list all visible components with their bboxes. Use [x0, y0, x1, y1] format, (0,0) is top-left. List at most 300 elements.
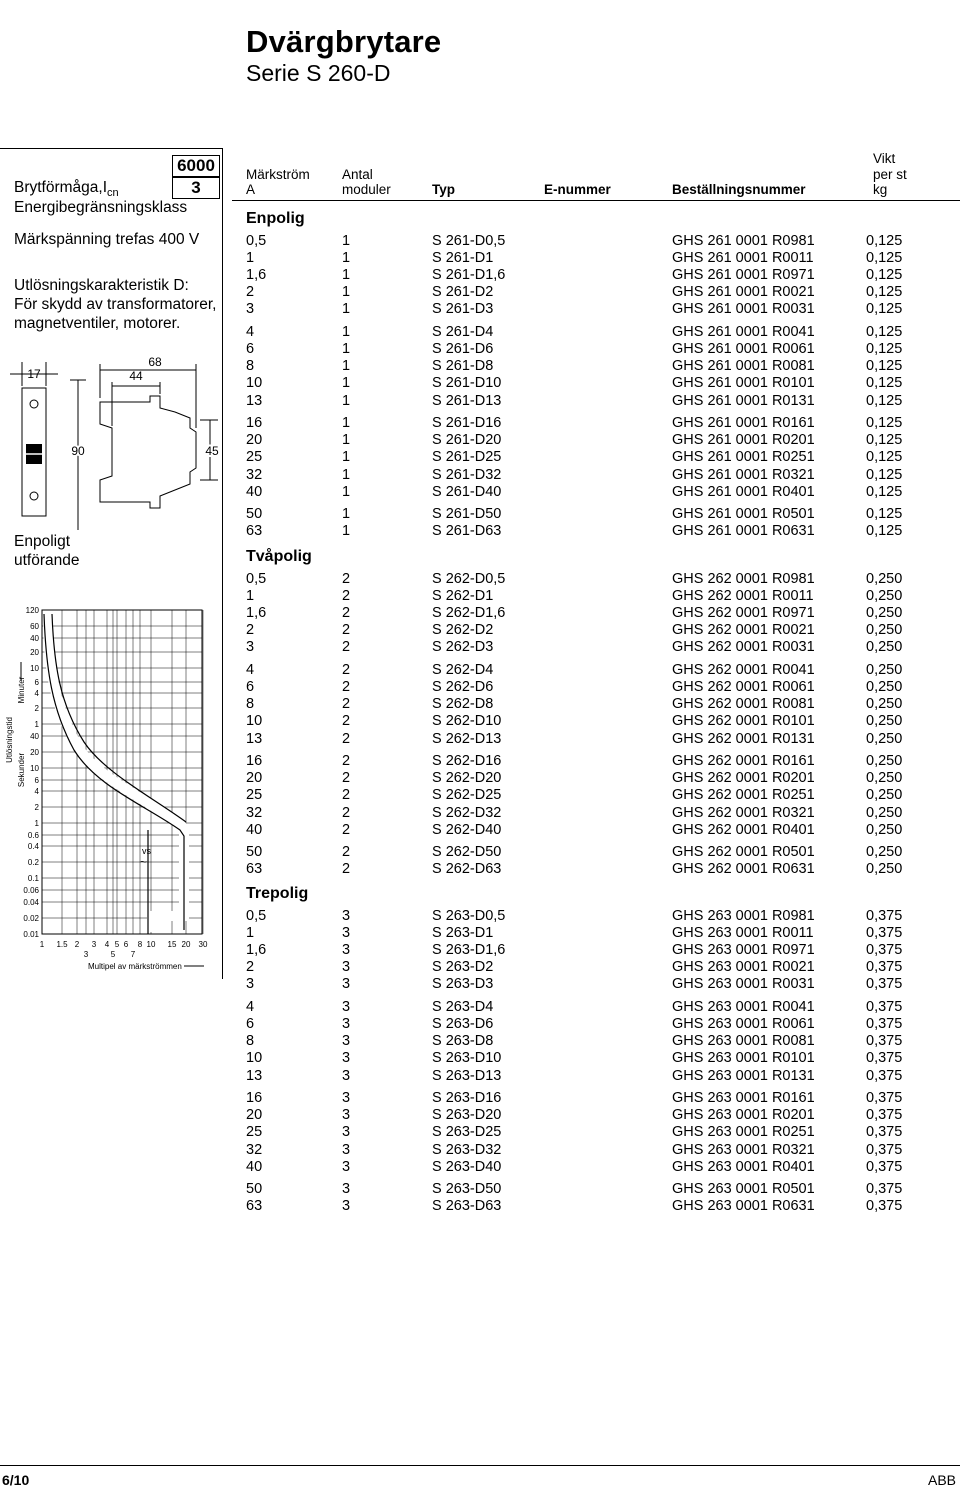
table-row: [246, 431, 946, 449]
cell-weight: 0,250: [866, 605, 903, 622]
energy-class-label: Energibegränsningsklass: [14, 199, 188, 216]
table-row: [246, 638, 946, 656]
cell-type: S 262-D40: [432, 821, 502, 838]
cell-weight: 0,125: [866, 358, 903, 375]
cell-modules: 1: [342, 449, 351, 466]
cell-weight: 0,375: [866, 959, 903, 976]
cell-type: S 263-D20: [432, 1107, 502, 1124]
cell-rated-current: 1: [246, 250, 255, 267]
table-row: [246, 1123, 946, 1141]
table-row: [246, 924, 946, 942]
characteristic-line-1: Utlösningskarakteristik D:: [14, 277, 189, 294]
cell-modules: 1: [342, 506, 351, 523]
cell-weight: 0,375: [866, 1067, 903, 1084]
cell-weight: 0,375: [866, 942, 903, 959]
cell-order-number: GHS 261 0001 R0971: [672, 267, 815, 284]
x-tick-label: 3: [83, 950, 89, 959]
table-row: [246, 998, 946, 1016]
cell-type: S 263-D40: [432, 1158, 502, 1175]
x-axis-label: Multipel av märkströmmen: [88, 962, 182, 971]
cell-rated-current: 0,5: [246, 233, 267, 249]
cell-order-number: GHS 263 0001 R0401: [672, 1158, 815, 1175]
cell-weight: 0,375: [866, 1107, 903, 1124]
cell-type: S 262-D2: [432, 622, 494, 639]
y-tick-label: 40: [30, 732, 39, 741]
cell-type: S 262-D13: [432, 730, 502, 747]
cell-modules: 1: [342, 415, 351, 432]
table-row: [246, 712, 946, 730]
cell-modules: 3: [342, 925, 351, 942]
x-tick-label: 1.5: [56, 940, 68, 949]
cell-order-number: GHS 263 0001 R0041: [672, 999, 815, 1016]
cell-type: S 262-D1,6: [432, 605, 506, 622]
section-title: Tvåpolig: [246, 548, 312, 565]
cell-rated-current: 50: [246, 506, 263, 523]
cell-order-number: GHS 262 0001 R0161: [672, 753, 815, 770]
cell-modules: 3: [342, 1050, 351, 1067]
cell-order-number: GHS 261 0001 R0131: [672, 392, 815, 409]
cell-weight: 0,125: [866, 506, 903, 523]
cell-rated-current: 4: [246, 662, 255, 679]
table-row: [246, 1141, 946, 1159]
cell-rated-current: 3: [246, 301, 255, 318]
cell-modules: 1: [342, 375, 351, 392]
cell-weight: 0,375: [866, 1016, 903, 1033]
cell-order-number: GHS 262 0001 R0631: [672, 861, 815, 878]
cell-rated-current: 3: [246, 976, 255, 993]
y-tick-label: 0.4: [27, 842, 39, 851]
cell-modules: 2: [342, 713, 351, 730]
curve-band-fill: [48, 614, 184, 932]
energy-class-box: 3: [172, 177, 220, 199]
table-row: [246, 678, 946, 696]
y-tick-label: 0.04: [23, 898, 39, 907]
cell-modules: 3: [342, 1198, 351, 1215]
y-tick-label: 0.01: [23, 930, 39, 939]
cell-order-number: GHS 261 0001 R0161: [672, 415, 815, 432]
table-row: [246, 769, 946, 787]
cell-modules: 2: [342, 679, 351, 696]
characteristic-line-3: magnetventiler, motorer.: [14, 315, 181, 332]
x-tick-label: 4: [104, 940, 110, 949]
table-row: [246, 414, 946, 432]
cell-type: S 263-D1: [432, 925, 494, 942]
cell-rated-current: 6: [246, 1016, 255, 1033]
y-tick-label: 20: [30, 748, 39, 757]
cell-order-number: GHS 261 0001 R0401: [672, 483, 815, 500]
cell-order-number: GHS 261 0001 R0061: [672, 341, 815, 358]
cell-type: S 261-D13: [432, 392, 502, 409]
cell-type: S 262-D16: [432, 753, 502, 770]
table-row: [246, 587, 946, 605]
cell-type: S 261-D0,5: [432, 233, 506, 249]
cell-rated-current: 40: [246, 483, 263, 500]
x-tick-label: 7: [130, 950, 136, 959]
cell-type: S 261-D3: [432, 301, 494, 318]
cell-modules: 3: [342, 1141, 351, 1158]
cell-order-number: GHS 261 0001 R0501: [672, 506, 815, 523]
y-minutes-label: Minuter: [17, 676, 26, 704]
y-tick-label: 0.2: [27, 858, 39, 867]
cell-modules: 2: [342, 753, 351, 770]
cell-order-number: GHS 262 0001 R0201: [672, 770, 815, 787]
y-tick-label: 0.6: [27, 831, 39, 840]
page-title: Dvärgbrytare: [246, 24, 442, 59]
cell-modules: 2: [342, 730, 351, 747]
cell-modules: 2: [342, 639, 351, 656]
y-tick-label: 2: [34, 803, 39, 812]
cell-rated-current: 63: [246, 1198, 263, 1215]
cell-order-number: GHS 262 0001 R0011: [672, 588, 814, 605]
table-row: [246, 941, 946, 959]
cell-rated-current: 1,6: [246, 942, 267, 959]
front-screw-top: [30, 400, 38, 408]
cell-weight: 0,125: [866, 375, 903, 392]
front-screw-bottom: [30, 492, 38, 500]
x-tick-label: 30: [198, 940, 208, 949]
cell-weight: 0,125: [866, 449, 903, 466]
cell-rated-current: 13: [246, 730, 263, 747]
cell-modules: 2: [342, 696, 351, 713]
cell-weight: 0,125: [866, 324, 903, 341]
cell-modules: 3: [342, 908, 351, 924]
table-row: [246, 821, 946, 839]
table-row: [246, 1158, 946, 1176]
vs-label: vs: [142, 846, 151, 856]
cell-weight: 0,250: [866, 770, 903, 787]
cell-order-number: GHS 261 0001 R0201: [672, 432, 815, 449]
dim-45-label: 45: [205, 444, 219, 458]
cell-type: S 262-D10: [432, 713, 502, 730]
cell-modules: 3: [342, 1124, 351, 1141]
dim-68-label: 68: [148, 355, 162, 369]
cell-rated-current: 6: [246, 679, 255, 696]
footer-rule: [0, 1465, 960, 1466]
col-current-header-2: A: [246, 182, 256, 197]
cell-order-number: GHS 263 0001 R0251: [672, 1124, 815, 1141]
breaking-capacity-box: 6000: [172, 155, 220, 177]
cell-type: S 261-D10: [432, 375, 502, 392]
table-row: [246, 730, 946, 748]
table-row: [246, 958, 946, 976]
cell-order-number: GHS 263 0001 R0061: [672, 1016, 815, 1033]
y-tick-label: 0.06: [23, 886, 39, 895]
cell-weight: 0,125: [866, 301, 903, 318]
cell-rated-current: 10: [246, 713, 263, 730]
x-tick-label: 10: [146, 940, 156, 949]
table-row: [246, 1032, 946, 1050]
cell-weight: 0,250: [866, 861, 903, 878]
cell-modules: 2: [342, 787, 351, 804]
cell-order-number: GHS 263 0001 R0031: [672, 976, 815, 993]
cell-modules: 3: [342, 1158, 351, 1175]
cell-type: S 262-D50: [432, 844, 502, 861]
cell-type: S 263-D2: [432, 959, 494, 976]
col-type-header: Typ: [432, 182, 455, 197]
brand-label: ABB: [927, 1472, 956, 1488]
cell-modules: 1: [342, 358, 351, 375]
cell-order-number: GHS 263 0001 R0501: [672, 1181, 815, 1198]
table-row: [246, 604, 946, 622]
header-rule: [232, 200, 960, 201]
cell-weight: 0,125: [866, 233, 903, 249]
table-row: [246, 340, 946, 358]
cell-type: S 263-D16: [432, 1090, 502, 1107]
breaking-capacity-label: $Brytförmåga,I_{cn}$: [14, 179, 119, 200]
cell-modules: 2: [342, 861, 351, 878]
dim-90-label: 90: [71, 444, 85, 458]
y-tick-label: 4: [34, 787, 39, 796]
table-row: [246, 448, 946, 466]
cell-weight: 0,375: [866, 976, 903, 993]
cell-rated-current: 13: [246, 392, 263, 409]
cell-weight: 0,250: [866, 662, 903, 679]
voltage-text: Märkspänning trefas 400 V: [14, 231, 200, 248]
col-weight-header-3: kg: [873, 182, 888, 197]
cell-rated-current: 16: [246, 753, 263, 770]
cell-rated-current: 13: [246, 1067, 263, 1084]
cell-order-number: GHS 263 0001 R0631: [672, 1198, 815, 1215]
cell-order-number: GHS 262 0001 R0021: [672, 622, 815, 639]
y-tick-label: 1: [34, 720, 39, 729]
cell-type: S 262-D0,5: [432, 571, 506, 587]
cell-rated-current: 16: [246, 415, 263, 432]
cell-modules: 1: [342, 301, 351, 318]
cell-modules: 2: [342, 588, 351, 605]
cell-order-number: GHS 262 0001 R0081: [672, 696, 815, 713]
cell-type: S 261-D16: [432, 415, 502, 432]
cell-type: S 262-D63: [432, 861, 502, 878]
cell-type: S 261-D32: [432, 466, 502, 483]
cell-rated-current: 20: [246, 432, 263, 449]
cell-weight: 0,250: [866, 622, 903, 639]
cell-weight: 0,375: [866, 1181, 903, 1198]
cell-rated-current: 1: [246, 925, 255, 942]
y-tick-label: 10: [30, 764, 39, 773]
cell-modules: 1: [342, 523, 351, 540]
cell-order-number: GHS 262 0001 R0251: [672, 787, 815, 804]
table-row: [246, 1180, 946, 1198]
cell-type: S 263-D1,6: [432, 942, 506, 959]
cell-rated-current: 25: [246, 449, 263, 466]
y-seconds-label: Sekunder: [17, 752, 26, 788]
cell-order-number: GHS 262 0001 R0101: [672, 713, 815, 730]
dimension-drawing: [0, 340, 222, 530]
table-row: [246, 786, 946, 804]
cell-type: S 261-D1: [432, 250, 494, 267]
cell-rated-current: 25: [246, 787, 263, 804]
x-tick-label: 5: [110, 950, 116, 959]
cell-weight: 0,375: [866, 1090, 903, 1107]
table-row: [246, 505, 946, 523]
cell-rated-current: 2: [246, 959, 255, 976]
cell-rated-current: 20: [246, 770, 263, 787]
cell-modules: 2: [342, 622, 351, 639]
cell-rated-current: 3: [246, 639, 255, 656]
cell-order-number: GHS 261 0001 R0031: [672, 301, 815, 318]
cell-weight: 0,250: [866, 804, 903, 821]
cell-rated-current: 16: [246, 1090, 263, 1107]
table-row: [246, 323, 946, 341]
cell-modules: 1: [342, 284, 351, 301]
y-tick-label: 120: [25, 606, 39, 615]
cell-rated-current: 40: [246, 821, 263, 838]
cell-order-number: GHS 262 0001 R0031: [672, 639, 815, 656]
cell-weight: 0,375: [866, 1033, 903, 1050]
col-weight-header-1: Vikt: [873, 151, 896, 166]
page-subtitle: Serie S 260-D: [246, 60, 391, 86]
y-tick-label: 20: [30, 648, 39, 657]
cell-rated-current: 0,5: [246, 908, 267, 924]
cell-order-number: GHS 261 0001 R0101: [672, 375, 815, 392]
cell-rated-current: 32: [246, 466, 263, 483]
table-row: [246, 374, 946, 392]
cell-type: S 263-D32: [432, 1141, 502, 1158]
cell-modules: 1: [342, 341, 351, 358]
cell-rated-current: 32: [246, 1141, 263, 1158]
cell-order-number: GHS 261 0001 R0021: [672, 284, 815, 301]
x-tick-label: 5: [114, 940, 120, 949]
cell-modules: 3: [342, 959, 351, 976]
cell-order-number: GHS 262 0001 R0501: [672, 844, 815, 861]
x-tick-label: 15: [167, 940, 177, 949]
cell-type: S 261-D2: [432, 284, 494, 301]
cell-type: S 261-D4: [432, 324, 494, 341]
cell-rated-current: 50: [246, 844, 263, 861]
cell-type: S 261-D6: [432, 341, 494, 358]
cell-weight: 0,125: [866, 250, 903, 267]
cell-order-number: GHS 261 0001 R0981: [672, 233, 815, 249]
cell-weight: 0,375: [866, 908, 903, 924]
cell-type: S 262-D20: [432, 770, 502, 787]
cell-type: S 262-D25: [432, 787, 502, 804]
cell-weight: 0,250: [866, 696, 903, 713]
cell-rated-current: 2: [246, 284, 255, 301]
cell-order-number: GHS 262 0001 R0401: [672, 821, 815, 838]
table-row: [246, 1089, 946, 1107]
table-row: [246, 1197, 946, 1215]
cell-order-number: GHS 263 0001 R0011: [672, 925, 814, 942]
cell-type: S 263-D4: [432, 999, 494, 1016]
cell-weight: 0,125: [866, 284, 903, 301]
cell-modules: 2: [342, 605, 351, 622]
cell-order-number: GHS 261 0001 R0321: [672, 466, 815, 483]
x-tick-label: 20: [181, 940, 191, 949]
cell-order-number: GHS 263 0001 R0131: [672, 1067, 815, 1084]
cell-order-number: GHS 261 0001 R0251: [672, 449, 815, 466]
cell-type: S 261-D40: [432, 483, 502, 500]
cell-weight: 0,375: [866, 1158, 903, 1175]
table-row: [246, 357, 946, 375]
cell-weight: 0,375: [866, 999, 903, 1016]
cell-weight: 0,375: [866, 1141, 903, 1158]
cell-weight: 0,375: [866, 925, 903, 942]
cell-weight: 0,250: [866, 844, 903, 861]
cell-type: S 263-D8: [432, 1033, 494, 1050]
cell-weight: 0,250: [866, 730, 903, 747]
cell-modules: 1: [342, 466, 351, 483]
cell-type: S 261-D63: [432, 523, 502, 540]
cell-modules: 1: [342, 250, 351, 267]
table-row: [246, 621, 946, 639]
cell-type: S 262-D32: [432, 804, 502, 821]
cell-type: S 261-D8: [432, 358, 494, 375]
cell-modules: 3: [342, 1090, 351, 1107]
cell-rated-current: 6: [246, 341, 255, 358]
cell-order-number: GHS 262 0001 R0061: [672, 679, 815, 696]
table-row: [246, 232, 946, 250]
cell-rated-current: 20: [246, 1107, 263, 1124]
y-tick-label: 1: [34, 819, 39, 828]
cell-modules: 3: [342, 1181, 351, 1198]
vs-symbol: ~: [140, 855, 148, 869]
cell-modules: 3: [342, 1016, 351, 1033]
cell-type: S 263-D3: [432, 976, 494, 993]
cell-order-number: GHS 263 0001 R0971: [672, 942, 815, 959]
table-row: [246, 300, 946, 318]
cell-rated-current: 10: [246, 375, 263, 392]
cell-modules: 1: [342, 324, 351, 341]
table-row: [246, 249, 946, 267]
y-tick-label: 40: [30, 634, 39, 643]
device-side-outline: [100, 396, 196, 508]
table-row: [246, 1049, 946, 1067]
cell-modules: 3: [342, 942, 351, 959]
cell-type: S 263-D63: [432, 1198, 502, 1215]
table-row: [246, 860, 946, 878]
cell-rated-current: 4: [246, 999, 255, 1016]
cell-modules: 1: [342, 233, 351, 249]
cell-rated-current: 63: [246, 861, 263, 878]
y-tick-label: 6: [34, 776, 39, 785]
cell-type: S 262-D6: [432, 679, 494, 696]
single-pole-line-1: Enpoligt: [14, 533, 71, 550]
cell-type: S 261-D25: [432, 449, 502, 466]
table-row: [246, 522, 946, 540]
cell-rated-current: 4: [246, 324, 255, 341]
cell-type: S 263-D10: [432, 1050, 502, 1067]
cell-order-number: GHS 263 0001 R0101: [672, 1050, 815, 1067]
cell-rated-current: 2: [246, 622, 255, 639]
table-row: [246, 975, 946, 993]
table-row: [246, 392, 946, 410]
cell-order-number: GHS 262 0001 R0041: [672, 662, 815, 679]
cell-weight: 0,250: [866, 679, 903, 696]
cell-rated-current: 63: [246, 523, 263, 540]
cell-order-number: GHS 261 0001 R0041: [672, 324, 815, 341]
cell-order-number: GHS 263 0001 R0981: [672, 908, 815, 924]
cell-modules: 3: [342, 976, 351, 993]
cell-weight: 0,375: [866, 1050, 903, 1067]
col-weight-header-2: per st: [873, 167, 907, 182]
trip-curve-chart: [0, 600, 222, 975]
cell-type: S 262-D4: [432, 662, 494, 679]
cell-modules: 3: [342, 999, 351, 1016]
cell-modules: 2: [342, 844, 351, 861]
cell-order-number: GHS 261 0001 R0011: [672, 250, 814, 267]
cell-modules: 2: [342, 821, 351, 838]
cell-type: S 263-D25: [432, 1124, 502, 1141]
cell-modules: 3: [342, 1107, 351, 1124]
cell-rated-current: 40: [246, 1158, 263, 1175]
cell-type: S 262-D3: [432, 639, 494, 656]
cell-order-number: GHS 262 0001 R0971: [672, 605, 815, 622]
cell-rated-current: 10: [246, 1050, 263, 1067]
cell-modules: 2: [342, 804, 351, 821]
cell-modules: 3: [342, 1067, 351, 1084]
cell-type: S 261-D20: [432, 432, 502, 449]
table-row: [246, 483, 946, 501]
